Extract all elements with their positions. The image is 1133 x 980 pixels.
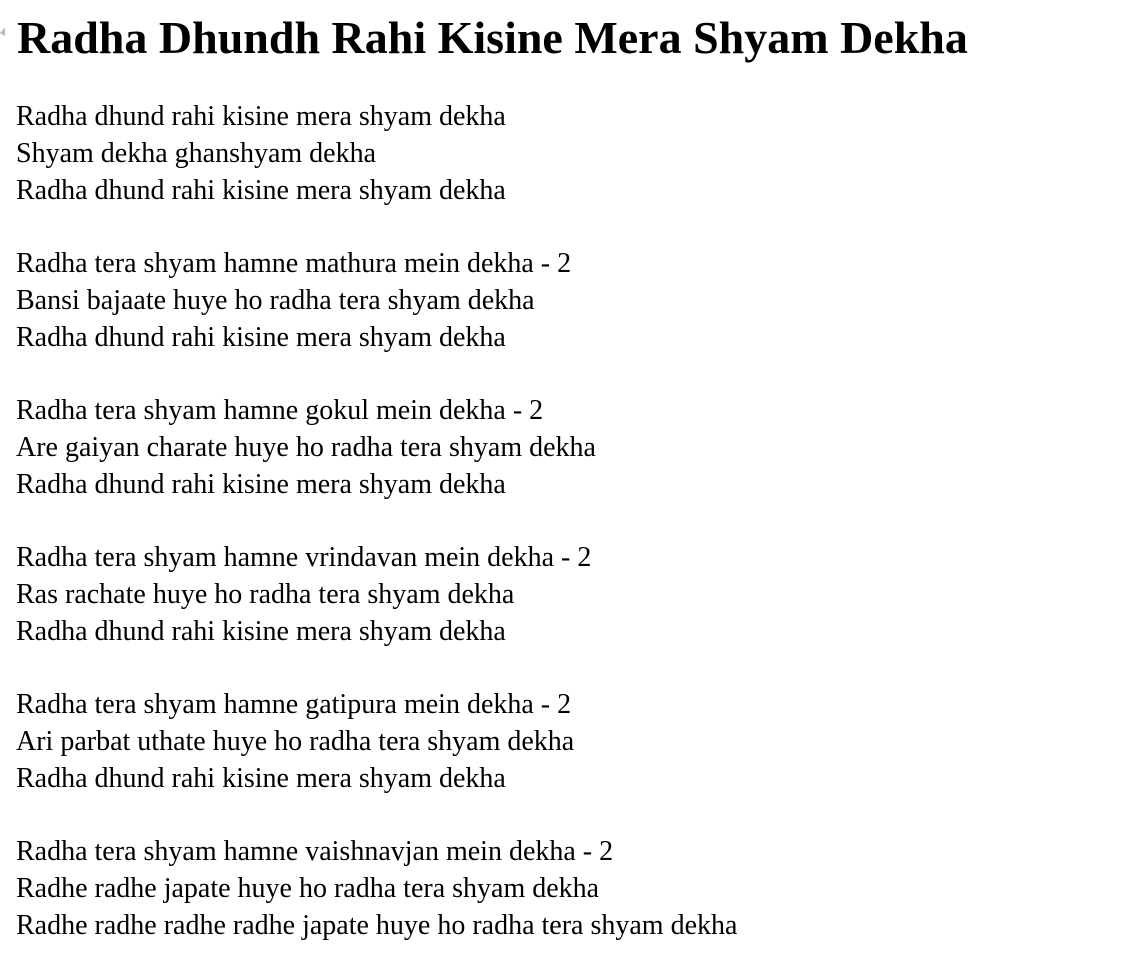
- lyric-line: Radhe radhe radhe radhe japate huye ho radha tera shyam dekha: [16, 910, 738, 941]
- lyric-line: Radha dhund rahi kisine mera shyam dekha: [16, 101, 506, 132]
- stanza: [16, 392, 1116, 503]
- lyric-line: Radha dhund rahi kisine mera shyam dekha: [16, 763, 506, 794]
- stanza: [16, 98, 1116, 209]
- lyric-line: Radha tera shyam hamne gokul mein dekha - 2: [16, 395, 544, 426]
- lyric-line: Radha dhund rahi kisine mera shyam dekha: [16, 322, 506, 353]
- lyrics-body: [16, 98, 1116, 980]
- lyric-line: Are gaiyan charate huye ho radha tera shyam dekha: [16, 432, 596, 463]
- page-title: Radha Dhundh Rahi Kisine Mera Shyam Dekha: [17, 12, 968, 63]
- lyric-line: Bansi bajaate huye ho radha tera shyam dekha: [16, 285, 535, 316]
- lyric-line: Radha dhund rahi kisine mera shyam dekha: [16, 175, 506, 206]
- stanza: [16, 686, 1116, 797]
- lyric-line: Radhe radhe japate huye ho radha tera shyam dekha: [16, 873, 600, 904]
- left-edge-mark: [0, 27, 5, 36]
- lyric-line: Radha dhund rahi kisine mera shyam dekha: [16, 469, 506, 500]
- lyric-line: Radha tera shyam hamne vrindavan mein dekha - 2: [16, 542, 592, 573]
- lyric-line: Radha tera shyam hamne vaishnavjan mein dekha - 2: [16, 836, 614, 867]
- lyric-line: Ari parbat uthate huye ho radha tera shyam dekha: [16, 726, 575, 757]
- lyric-line: Shyam dekha ghanshyam dekha: [16, 138, 377, 169]
- stanza: [16, 539, 1116, 650]
- stanza: [16, 833, 1116, 944]
- stanza: [16, 245, 1116, 356]
- lyric-line: Radha tera shyam hamne mathura mein dekha - 2: [16, 248, 572, 279]
- lyric-line: Radha dhund rahi kisine mera shyam dekha: [16, 616, 506, 647]
- lyric-line: Ras rachate huye ho radha tera shyam dekha: [16, 579, 515, 610]
- lyric-line: Radha tera shyam hamne gatipura mein dekha - 2: [16, 689, 572, 720]
